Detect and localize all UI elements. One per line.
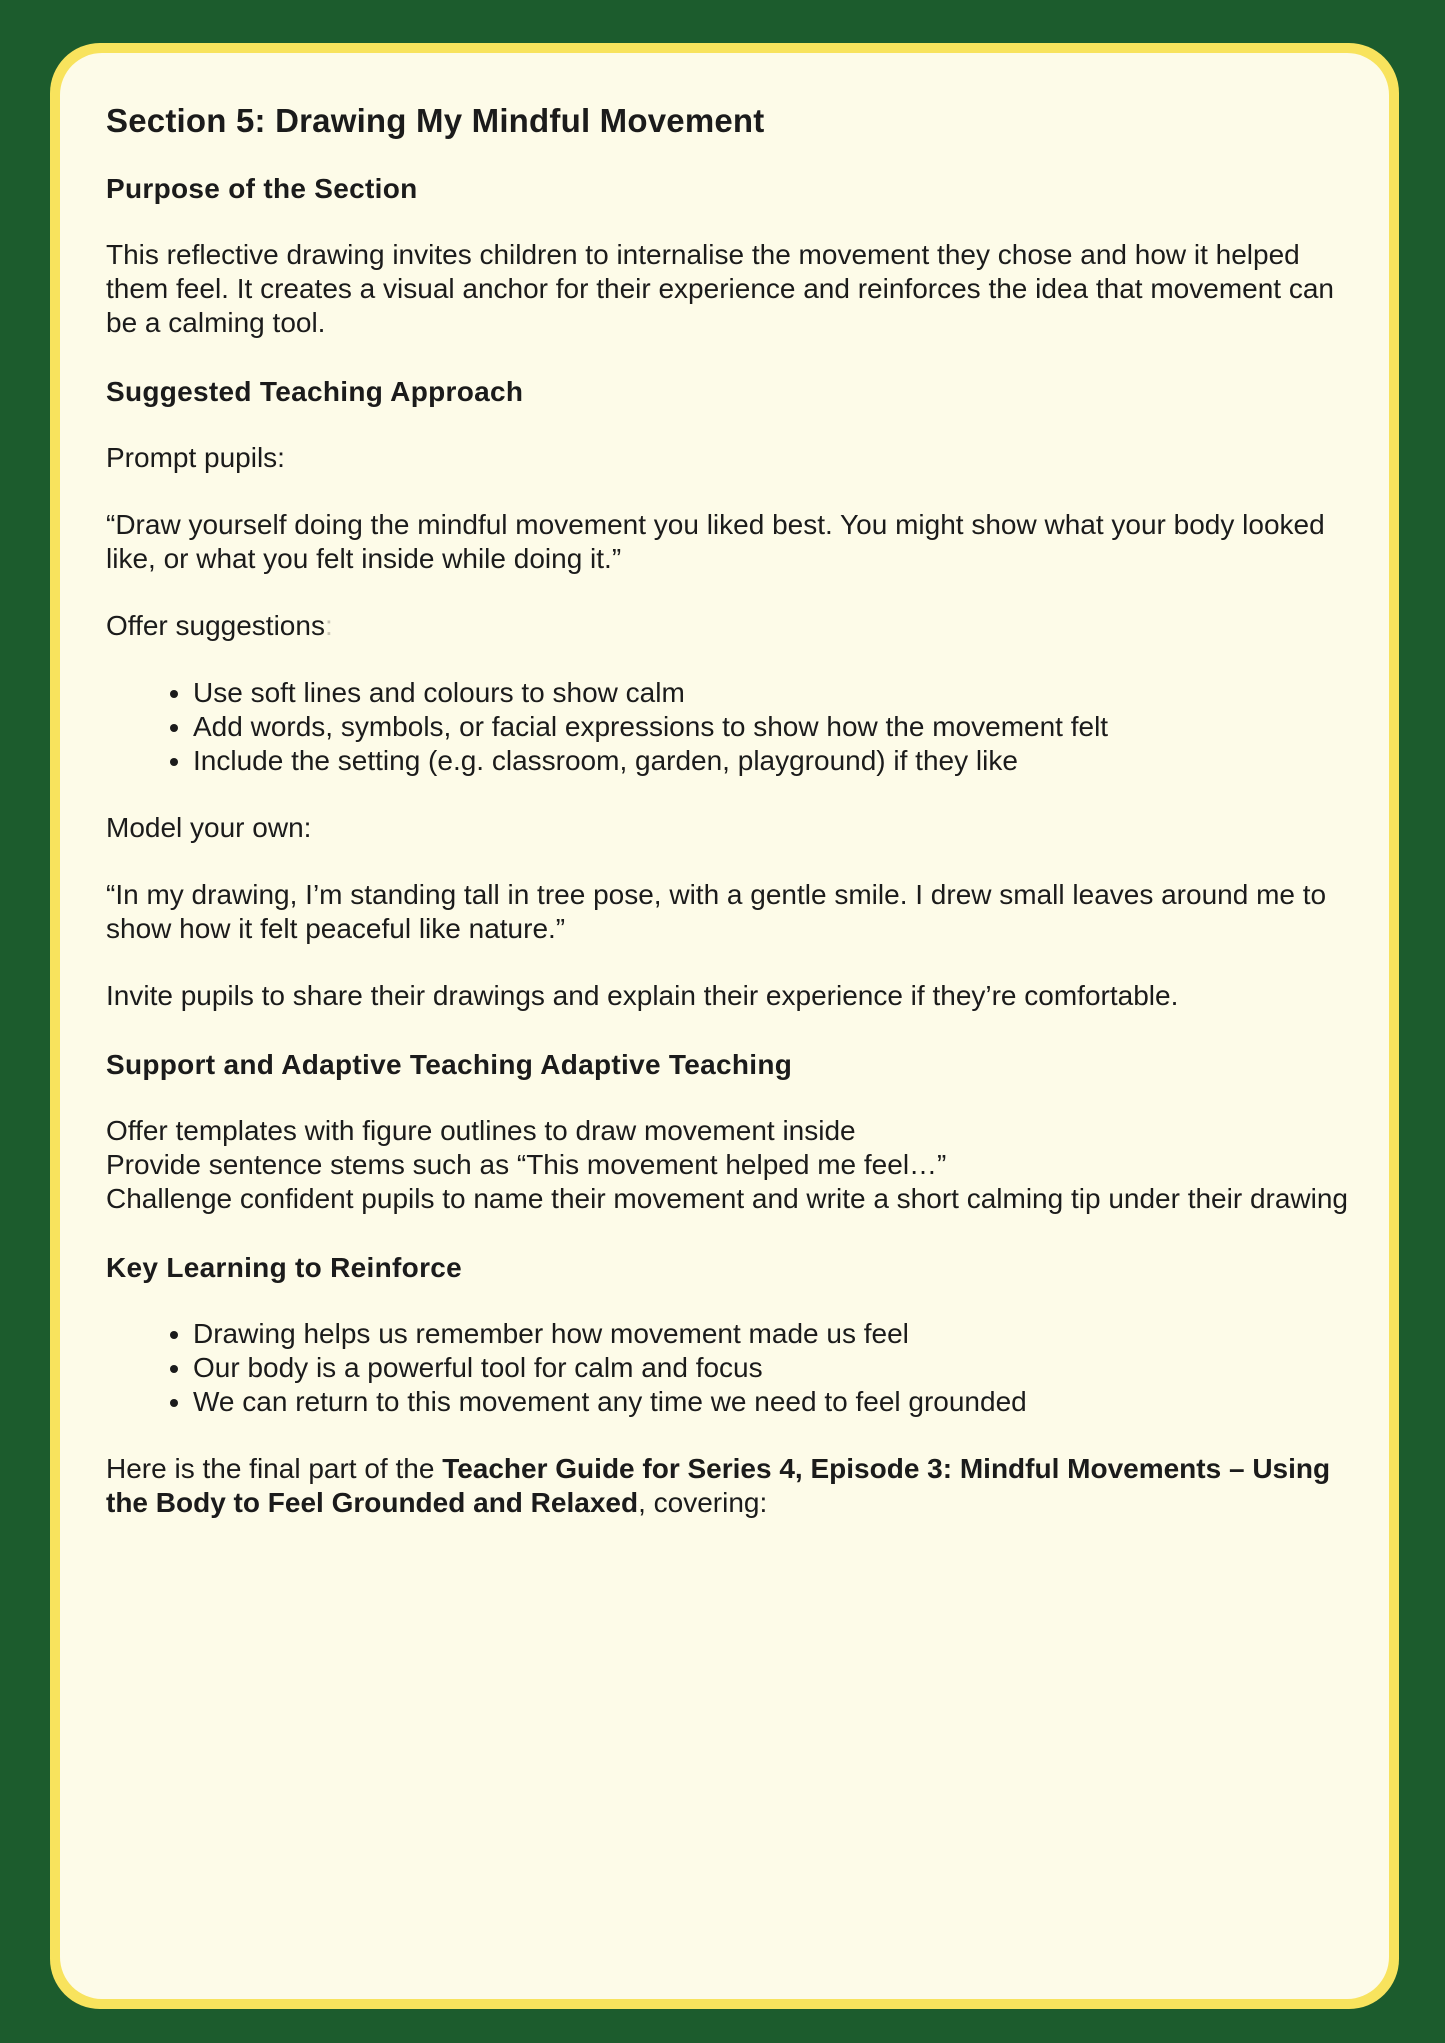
prompt-label: Prompt pupils: [106,442,285,473]
list-item: • Add words, symbols, or facial expressions to show how the movement felt [193,710,1356,744]
offer-label [106,609,1356,643]
support-lines [106,1114,1356,1216]
final-prefix: Here is the final part of the [106,1453,443,1484]
invite-text: Invite pupils to share their drawings and explain their experience if they’re comfortable. [106,980,1179,1011]
final-guide-title: Teacher Guide for Series 4, Episode 3: Mindful Movements – Using the Body to Feel Grounded and Relaxed [106,1453,1331,1518]
list-item: • Use soft lines and colours to show calm [193,676,1356,710]
approach-heading: Suggested Teaching Approach [106,376,524,407]
purpose-heading: Purpose of the Section [106,173,418,204]
list-item: • Drawing helps us remember how movement made us feel [193,1317,1356,1351]
offer-label-text: Offer suggestions [106,610,325,641]
final-paragraph [106,1452,1356,1520]
prompt-quote: “Draw yourself doing the mindful movement you liked best. You might show what your body looked like, or what you felt inside while doing it.” [106,509,1325,574]
model-label: Model your own: [106,812,312,843]
list-item: • We can return to this movement any time we need to feel grounded [193,1385,1356,1419]
support-line: Provide sentence stems such as “This movement helped me feel…” [106,1149,947,1180]
key-learning-list [106,1317,1356,1419]
document-content [106,98,1356,1553]
page-title: Section 5: Drawing My Mindful Movement [106,102,765,139]
support-heading: Support and Adaptive Teaching Adaptive Teaching [106,1049,793,1080]
final-suffix: , covering: [638,1487,768,1518]
key-learning-heading: Key Learning to Reinforce [106,1252,463,1283]
list-item: • Our body is a powerful tool for calm and focus [193,1351,1356,1385]
support-line: Offer templates with figure outlines to draw movement inside [106,1115,856,1146]
suggestions-list [106,676,1356,778]
model-quote: “In my drawing, I’m standing tall in tree pose, with a gentle smile. I drew small leaves around me to show how it felt peaceful like nature.” [106,879,1327,944]
support-line: Challenge confident pupils to name their movement and write a short calming tip under their drawing [106,1183,1349,1214]
offer-label-colon: : [324,610,333,641]
list-item: • Include the setting (e.g. classroom, garden, playground) if they like [193,744,1356,778]
purpose-text: This reflective drawing invites children to internalise the movement they chose and how it helped them feel. It creates a visual anchor for their experience and reinforces the idea that movement can be a calming tool. [106,239,1334,338]
